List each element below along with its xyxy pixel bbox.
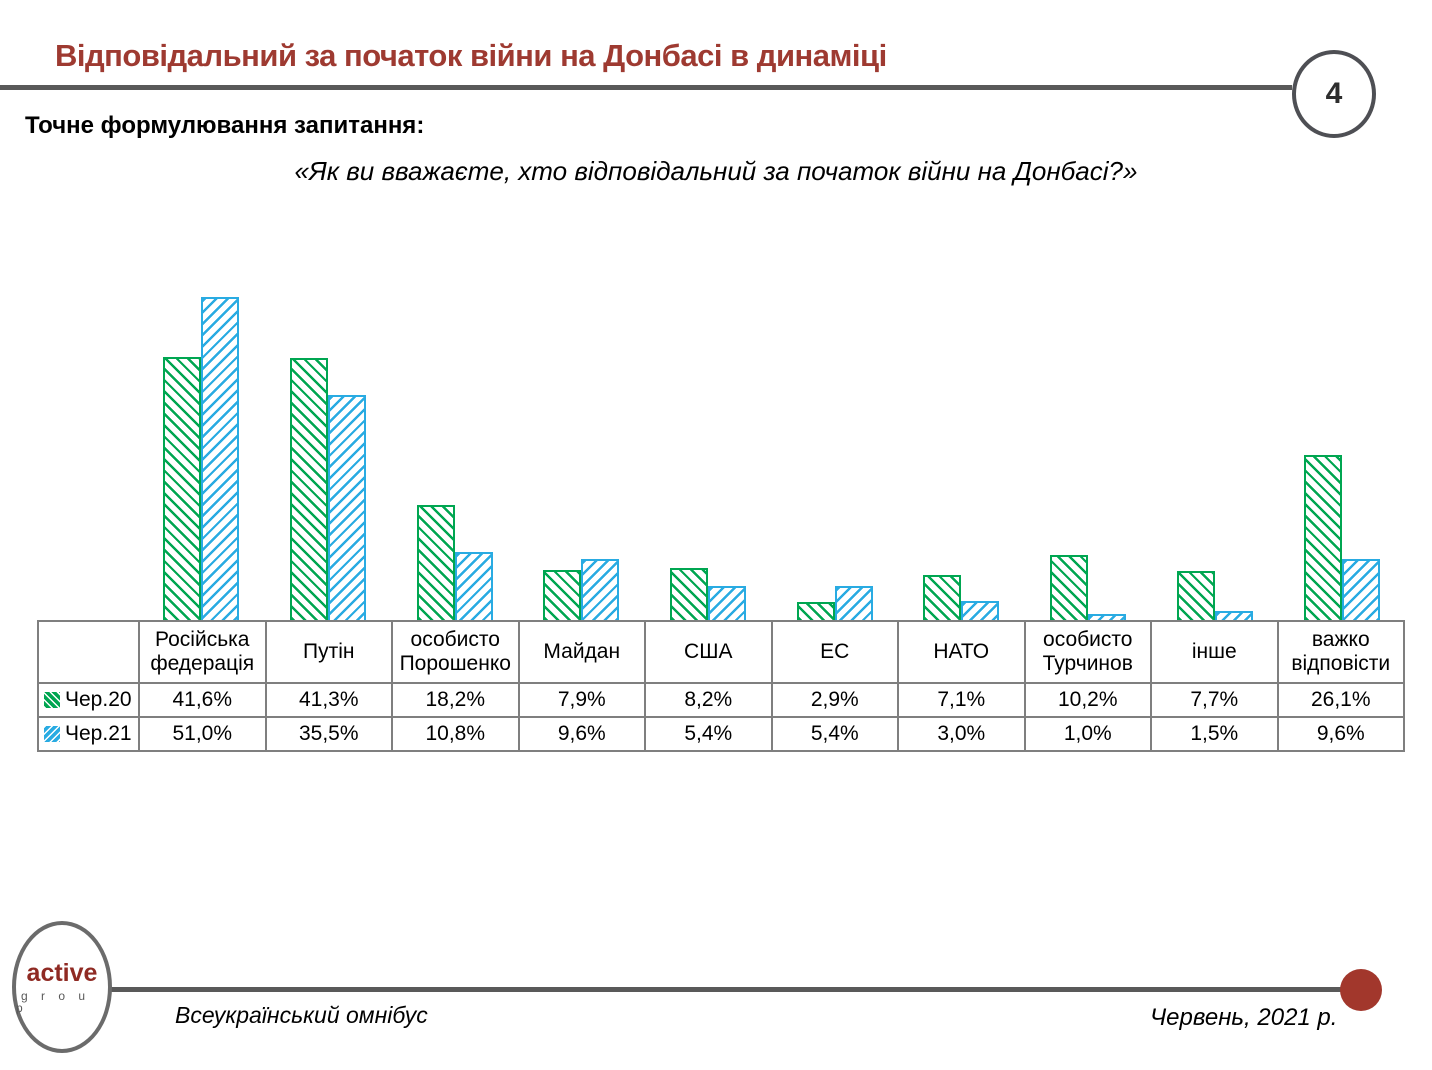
table-row-Чер.20 — [38, 683, 1404, 717]
category-header-0: Російська федерація — [139, 621, 266, 683]
bar-Чер.21-5 — [835, 586, 873, 620]
value-cell-Чер.20-4: 8,2% — [645, 683, 772, 717]
question-quote: «Як ви вважаєте, хто відповідальний за початок війни на Донбасі?» — [294, 156, 1138, 186]
chart-column — [1025, 240, 1152, 620]
value-cell-Чер.21-4: 5,4% — [645, 717, 772, 751]
bar-Чер.21-6 — [961, 601, 999, 620]
bar-Чер.20-8 — [1177, 571, 1215, 620]
bar-Чер.21-7 — [1088, 614, 1126, 620]
footer-right-caption: Червень, 2021 р. — [1150, 1004, 1338, 1031]
chart-column — [898, 240, 1025, 620]
value-cell-Чер.21-2: 10,8% — [392, 717, 519, 751]
value-cell-Чер.20-6: 7,1% — [898, 683, 1025, 717]
category-header-5: ЕС — [772, 621, 899, 683]
header-divider-line — [0, 85, 1292, 90]
bar-Чер.21-9 — [1342, 559, 1380, 620]
page-title: Відповідальний за початок війни на Донбасі в динаміці — [55, 38, 887, 73]
table-row-Чер.21 — [38, 717, 1404, 751]
value-cell-Чер.21-0: 51,0% — [139, 717, 266, 751]
bar-Чер.20-7 — [1050, 555, 1088, 620]
value-cell-Чер.21-3: 9,6% — [519, 717, 646, 751]
category-header-6: НАТО — [898, 621, 1025, 683]
bar-Чер.21-1 — [328, 395, 366, 620]
logo-active-text: active — [26, 958, 98, 987]
value-cell-Чер.21-8: 1,5% — [1151, 717, 1278, 751]
value-cell-Чер.20-7: 10,2% — [1025, 683, 1152, 717]
bar-Чер.20-6 — [923, 575, 961, 620]
value-cell-Чер.20-0: 41,6% — [139, 683, 266, 717]
category-header-8: інше — [1151, 621, 1278, 683]
chart-column — [771, 240, 898, 620]
category-header-9: важко відповісти — [1278, 621, 1405, 683]
bar-Чер.20-3 — [543, 570, 581, 620]
table-head — [38, 621, 1404, 683]
legend-label: Чер.21 — [65, 722, 132, 745]
active-group-logo — [12, 921, 112, 1053]
value-cell-Чер.21-7: 1,0% — [1025, 717, 1152, 751]
logo-group-text: g r o u p — [16, 988, 91, 1015]
footer-divider-line — [60, 987, 1345, 992]
bar-Чер.20-5 — [797, 602, 835, 620]
chart-column — [391, 240, 518, 620]
chart-column — [265, 240, 392, 620]
legend-cell-Чер.21 — [38, 717, 139, 751]
legend-label: Чер.20 — [65, 688, 132, 711]
value-cell-Чер.20-3: 7,9% — [519, 683, 646, 717]
value-cell-Чер.20-5: 2,9% — [772, 683, 899, 717]
chart-column — [645, 240, 772, 620]
footer-left-caption: Всеукраїнський омнібус — [175, 1002, 428, 1028]
question-label: Точне формулювання запитання: — [25, 112, 425, 139]
bar-Чер.21-8 — [1215, 611, 1253, 621]
category-header-2: особисто Порошенко — [392, 621, 519, 683]
category-header-3: Майдан — [519, 621, 646, 683]
page-number-badge — [1292, 50, 1376, 138]
chart-plot — [138, 240, 1405, 620]
value-cell-Чер.21-1: 35,5% — [266, 717, 393, 751]
chart-column — [1278, 240, 1405, 620]
bar-Чер.21-4 — [708, 586, 746, 620]
value-cell-Чер.20-1: 41,3% — [266, 683, 393, 717]
value-cell-Чер.20-9: 26,1% — [1278, 683, 1405, 717]
value-cell-Чер.21-9: 9,6% — [1278, 717, 1405, 751]
data-table — [37, 620, 1405, 752]
bar-Чер.21-0 — [201, 297, 239, 620]
bar-Чер.20-9 — [1304, 455, 1342, 620]
chart-column — [138, 240, 265, 620]
category-header-4: США — [645, 621, 772, 683]
page-number: 4 — [1325, 77, 1343, 110]
legend-swatch-icon — [44, 692, 60, 708]
chart-column — [1152, 240, 1279, 620]
value-cell-Чер.20-2: 18,2% — [392, 683, 519, 717]
value-cell-Чер.20-8: 7,7% — [1151, 683, 1278, 717]
footer-red-dot — [1340, 969, 1382, 1011]
bar-Чер.20-0 — [163, 357, 201, 620]
chart-column — [518, 240, 645, 620]
bar-chart — [37, 240, 1405, 752]
bar-Чер.20-4 — [670, 568, 708, 620]
bar-Чер.20-1 — [290, 358, 328, 620]
bar-Чер.20-2 — [417, 505, 455, 620]
legend-cell-Чер.20 — [38, 683, 139, 717]
table-body — [38, 683, 1404, 751]
bar-Чер.21-3 — [581, 559, 619, 620]
value-cell-Чер.21-5: 5,4% — [772, 717, 899, 751]
legend-swatch-icon — [44, 726, 60, 742]
value-cell-Чер.21-6: 3,0% — [898, 717, 1025, 751]
bar-Чер.21-2 — [455, 552, 493, 620]
category-header-1: Путін — [266, 621, 393, 683]
table-corner-cell — [38, 621, 139, 683]
category-header-7: особисто Турчинов — [1025, 621, 1152, 683]
